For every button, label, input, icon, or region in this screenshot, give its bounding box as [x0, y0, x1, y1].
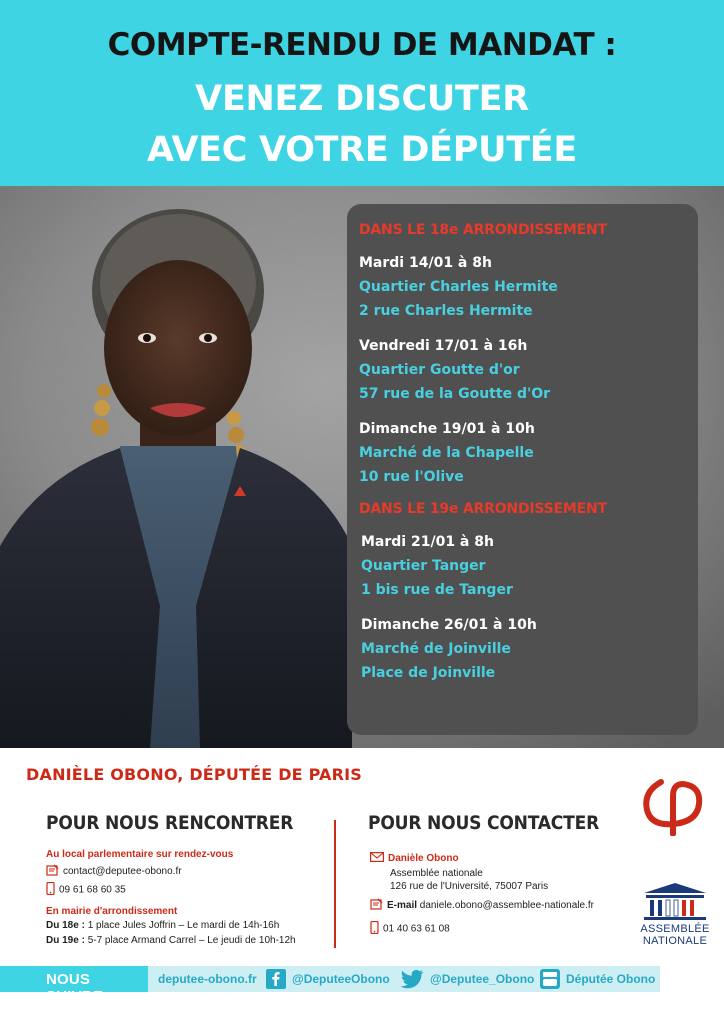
- du19-label: Du 19e :: [46, 935, 85, 946]
- header-line1: COMPTE-RENDU DE MANDAT :: [107, 27, 617, 63]
- contact-phone: 01 40 63 61 08: [383, 923, 450, 935]
- twitter-link[interactable]: @Deputee_Obono: [430, 972, 535, 986]
- event-item: [361, 614, 698, 685]
- event-address: 2 rue Charles Hermite: [359, 303, 533, 319]
- follow-label: NOUS SUIVRE: [0, 966, 148, 992]
- deputy-name: DANIÈLE OBONO, DÉPUTÉE DE PARIS: [26, 765, 363, 784]
- schedule-panel: [347, 204, 698, 735]
- meet-email[interactable]: contact@deputee-obono.fr: [63, 866, 182, 878]
- facebook-link[interactable]: @DeputeeObono: [292, 972, 390, 986]
- phone-icon: [370, 921, 379, 937]
- event-address: Place de Joinville: [361, 665, 496, 681]
- an-line1: ASSEMBLÉE: [640, 923, 710, 935]
- website-link[interactable]: deputee-obono.fr: [158, 972, 257, 986]
- event-item: [361, 531, 698, 602]
- contact-name-row: [370, 852, 459, 865]
- email-edit-icon: [46, 864, 59, 879]
- event-place: Quartier Tanger: [361, 558, 486, 574]
- event-item: [359, 335, 698, 406]
- section-title-19e: DANS LE 19e ARRONDISSEMENT: [359, 501, 607, 517]
- event-address: 10 rue l'Olive: [359, 469, 464, 485]
- header-banner: [0, 0, 724, 186]
- youtube-icon[interactable]: [540, 969, 560, 989]
- an-line2: NATIONALE: [642, 935, 708, 947]
- phi-logo: [639, 774, 709, 836]
- envelope-icon: [370, 852, 384, 865]
- event-date: Dimanche 19/01 à 10h: [359, 421, 535, 437]
- twitter-icon[interactable]: [400, 969, 424, 989]
- mairie-heading: En mairie d'arrondissement: [46, 906, 178, 917]
- event-date: Mardi 21/01 à 8h: [361, 534, 494, 550]
- du19-text: 5-7 place Armand Carrel – Le jeudi de 10h-12h: [87, 935, 296, 946]
- email-label: E-mail: [387, 900, 418, 912]
- mairie-18e: [46, 920, 279, 931]
- contact-addr1: Assemblée nationale: [390, 868, 483, 879]
- contact-name: Danièle Obono: [388, 853, 459, 865]
- header-line3: AVEC VOTRE DÉPUTÉE: [146, 130, 578, 170]
- event-address: 1 bis rue de Tanger: [361, 582, 513, 598]
- contact-title: POUR NOUS CONTACTER: [368, 812, 600, 834]
- event-date: Dimanche 26/01 à 10h: [361, 617, 537, 633]
- event-place: Quartier Charles Hermite: [359, 279, 558, 295]
- mairie-19e: [46, 935, 296, 946]
- phone-icon: [46, 882, 55, 898]
- facebook-icon[interactable]: [266, 969, 286, 989]
- contact-email-row: [370, 898, 594, 913]
- du18-label: Du 18e :: [46, 920, 85, 931]
- social-footer: [0, 966, 660, 1005]
- event-item: [359, 418, 698, 489]
- meet-phone: 09 61 68 60 35: [59, 884, 126, 896]
- contact-email[interactable]: daniele.obono@assemblee-nationale.fr: [419, 900, 594, 912]
- meet-phone-row: [46, 882, 126, 898]
- event-place: Quartier Goutte d'or: [359, 362, 520, 378]
- event-place: Marché de Joinville: [361, 641, 511, 657]
- contact-phone-row: [370, 921, 450, 937]
- event-date: Vendredi 17/01 à 16h: [359, 338, 528, 354]
- event-address: 57 rue de la Goutte d'Or: [359, 386, 551, 402]
- column-divider: [334, 820, 336, 948]
- header-line2: VENEZ DISCUTER: [195, 79, 529, 119]
- meet-email-row: [46, 864, 182, 879]
- meet-title: POUR NOUS RENCONTRER: [46, 812, 294, 834]
- event-date: Mardi 14/01 à 8h: [359, 255, 492, 271]
- section-title-18e: DANS LE 18e ARRONDISSEMENT: [359, 222, 607, 238]
- du18-text: 1 place Jules Joffrin – Le mardi de 14h-16h: [87, 920, 280, 931]
- email-edit-icon: [370, 898, 383, 913]
- contact-addr2: 126 rue de l'Université, 75007 Paris: [390, 881, 549, 892]
- event-place: Marché de la Chapelle: [359, 445, 534, 461]
- event-item: [359, 252, 698, 323]
- youtube-link[interactable]: Députée Obono: [566, 972, 656, 986]
- local-heading: Au local parlementaire sur rendez-vous: [46, 849, 234, 860]
- assemblee-nationale-text: [634, 923, 716, 947]
